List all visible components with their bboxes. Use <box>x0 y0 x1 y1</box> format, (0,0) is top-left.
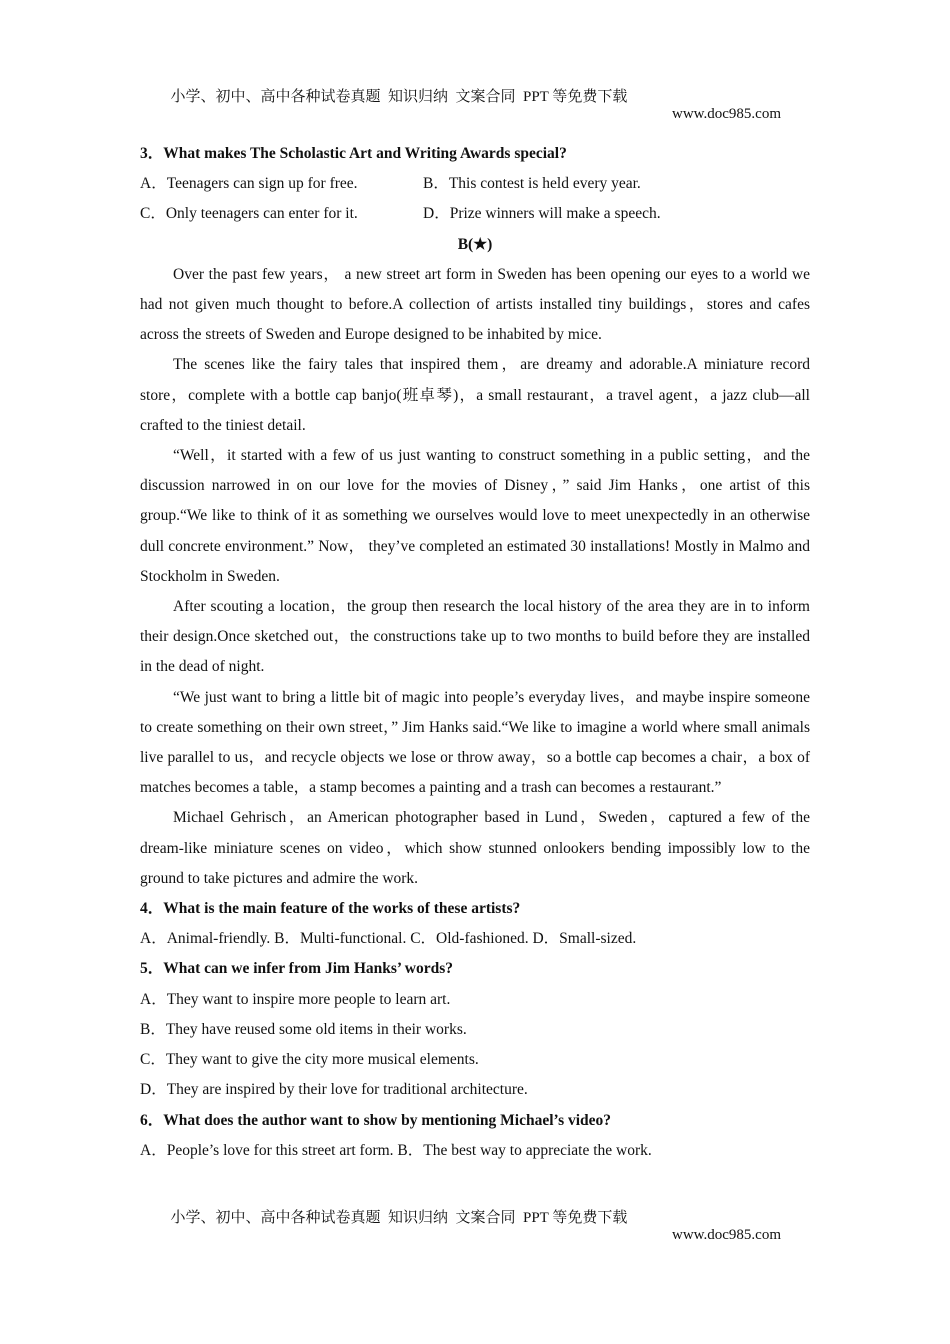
option-a: A．They want to inspire more people to learn art. <box>140 990 451 1008</box>
question-4: 4．What is the main feature of the works of these artists? <box>140 900 521 918</box>
question-3-options-row-1 <box>140 169 810 199</box>
paragraph: Michael Gehrisch，an American photographer based in Lund，Sweden，captured a few of the dream-like miniature scenes on video，which show stunned onlookers bending impossibly low to the ground to take pictures and admire the work. <box>140 809 810 887</box>
page-footer <box>163 1189 803 1244</box>
question-3-options-row-2 <box>140 199 810 229</box>
question-6: 6．What does the author want to show by mentioning Michael’s video? <box>140 1111 612 1129</box>
page-header <box>163 68 803 123</box>
paragraph: The scenes like the fairy tales that inspired them，are dreamy and adorable.A miniature record store，complete with a bottle cap banjo(班卓琴)，a small restaurant，a travel agent，a jazz club—all crafted to the tiniest detail. <box>140 356 810 434</box>
question-3: 3．What makes The Scholastic Art and Writing Awards special? <box>140 145 567 162</box>
footer-url[interactable]: www.doc985.com <box>672 1227 782 1243</box>
question-5: 5．What can we infer from Jim Hanks’ words? <box>140 960 454 978</box>
header-url[interactable]: www.doc985.com <box>672 106 782 122</box>
document-body <box>140 139 810 1166</box>
question-6-options: A．People’s love for this street art form. B．The best way to appreciate the work. <box>140 1141 652 1159</box>
option-d: D．Prize winners will make a speech. <box>423 205 661 223</box>
footer-text: 小学、初中、高中各种试卷真题 知识归纳 文案合同 PPT 等免费下载 <box>170 1210 628 1226</box>
section-title: B(★) <box>457 235 493 253</box>
option-b: B．This contest is held every year. <box>423 175 641 193</box>
question-4-options: A．Animal-friendly. B．Multi-functional. C．Old-fashioned. D．Small-sized. <box>140 930 637 948</box>
header-text: 小学、初中、高中各种试卷真题 知识归纳 文案合同 PPT 等免费下载 <box>170 89 628 105</box>
paragraph: “We just want to bring a little bit of magic into people’s everyday lives，and maybe inspire someone to create something on their own street，” Jim Hanks said.“We like to imagine a world where small animals live parallel to us，and recycle objects we lose or throw away，so a bottle cap becomes a chair，a box of matches becomes a table，a stamp becomes a painting and a trash can becomes a restaurant.” <box>140 688 810 797</box>
paragraph: After scouting a location，the group then research the local history of the area they are in to inform their design.Once sketched out，the constructions take up to two months to build before they are installed in the dead of night. <box>140 598 810 676</box>
option-c: C．They want to give the city more musical elements. <box>140 1051 479 1069</box>
option-c: C．Only teenagers can enter for it. <box>140 205 358 223</box>
paragraph: Over the past few years， a new street art form in Sweden has been opening our eyes to a world we had not given much thought to before.A collection of artists installed tiny buildings，stores and cafes across the streets of Sweden and Europe designed to be inhabited by mice. <box>140 265 810 344</box>
option-a: A．Teenagers can sign up for free. <box>140 175 358 193</box>
option-b: B．They have reused some old items in their works. <box>140 1020 467 1038</box>
option-d: D．They are inspired by their love for traditional architecture. <box>140 1081 528 1099</box>
paragraph: “Well，it started with a few of us just wanting to construct something in a public setting，and the discussion narrowed in on our love for the movies of Disney，” said Jim Hanks，one artist of this group.“We like to think of it as something we ourselves would love to meet unexpectedly in an otherwise dull concrete environment.” Now， they’ve completed an estimated 30 installations! Mostly in Malmo and Stockholm in Sweden. <box>140 447 810 585</box>
